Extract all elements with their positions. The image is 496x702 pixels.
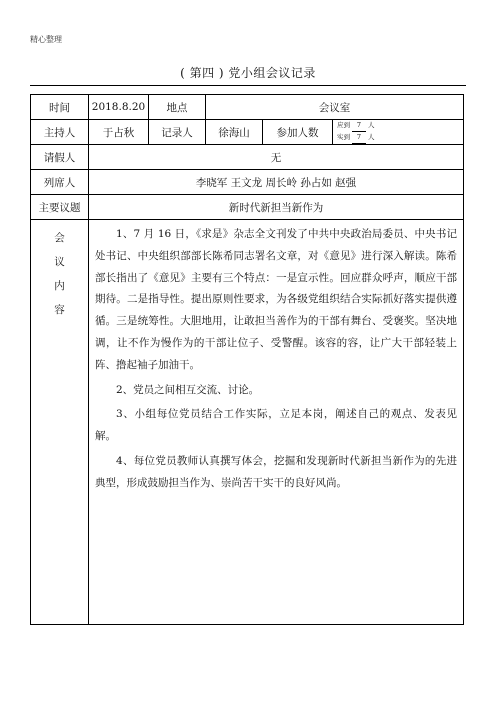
time-label: 时间 — [31, 95, 89, 120]
row-content — [31, 220, 464, 625]
meeting-record-table — [30, 94, 464, 625]
actual-count: 实到 7 人 — [337, 132, 461, 144]
row-leave — [31, 145, 464, 170]
content-paragraph: 3、小组每位党员结合工作实际，立足本岗，阐述自己的观点、发表见解。 — [95, 408, 457, 443]
row-host — [31, 120, 464, 145]
attendee-count — [333, 120, 464, 145]
observers-value: 李晓军 王文龙 周长岭 孙占如 赵强 — [89, 170, 464, 195]
row-time-place — [31, 95, 464, 120]
content-paragraph: 2、党员之间相互交流、讨论。 — [116, 383, 260, 396]
leave-value: 无 — [89, 145, 464, 170]
host-value: 于占秋 — [89, 120, 149, 145]
recorder-value: 徐海山 — [206, 120, 263, 145]
content-paragraph: 1、7 月 16 日，《求是》杂志全文刊发了中共中央政治局委员、中央书记处书记、中央组织部部长陈希同志署名文章，对《意见》进行深入解读。陈希部长指出了《意见》主要有三个特点：一是宣示性。回应群众呼声，顺应干部期待。二是指导性。提出原则性要求，为各级党组织结合实际抓好落实提供遵循。三是统筹性。大胆地用，让敢担当善作为的干部有舞台、受褒奖。坚决地调，让不作为慢作为的干部让位子、受警醒。该容的容，让广大干部轻装上阵、撸起袖子加油干。 — [95, 228, 457, 371]
row-observers — [31, 170, 464, 195]
expected-count: 应到 7 人 — [337, 120, 461, 132]
document-title: ( 第四 ) 党小组会议记录 — [180, 66, 316, 80]
place-value: 会议室 — [206, 95, 464, 120]
header-note: 精心整理 — [30, 35, 62, 44]
recorder-label: 记录人 — [149, 120, 206, 145]
topic-label: 主要议题 — [31, 195, 89, 220]
leave-label: 请假人 — [31, 145, 89, 170]
place-label: 地点 — [149, 95, 206, 120]
row-topic — [31, 195, 464, 220]
content-label: 会 议 内 容 — [31, 220, 89, 625]
host-label: 主持人 — [31, 120, 89, 145]
attendees-label: 参加人数 — [263, 120, 333, 145]
time-value: 2018.8.20 — [89, 95, 149, 120]
content-paragraph: 4、每位党员教师认真撰写体会，挖掘和发现新时代新担当新作为的先进典型，形成鼓励担当作为、崇尚苦干实干的良好风尚。 — [95, 454, 457, 489]
topic-value: 新时代新担当新作为 — [89, 195, 464, 220]
observers-label: 列席人 — [31, 170, 89, 195]
content-body — [89, 220, 464, 625]
title-divider — [30, 85, 466, 86]
